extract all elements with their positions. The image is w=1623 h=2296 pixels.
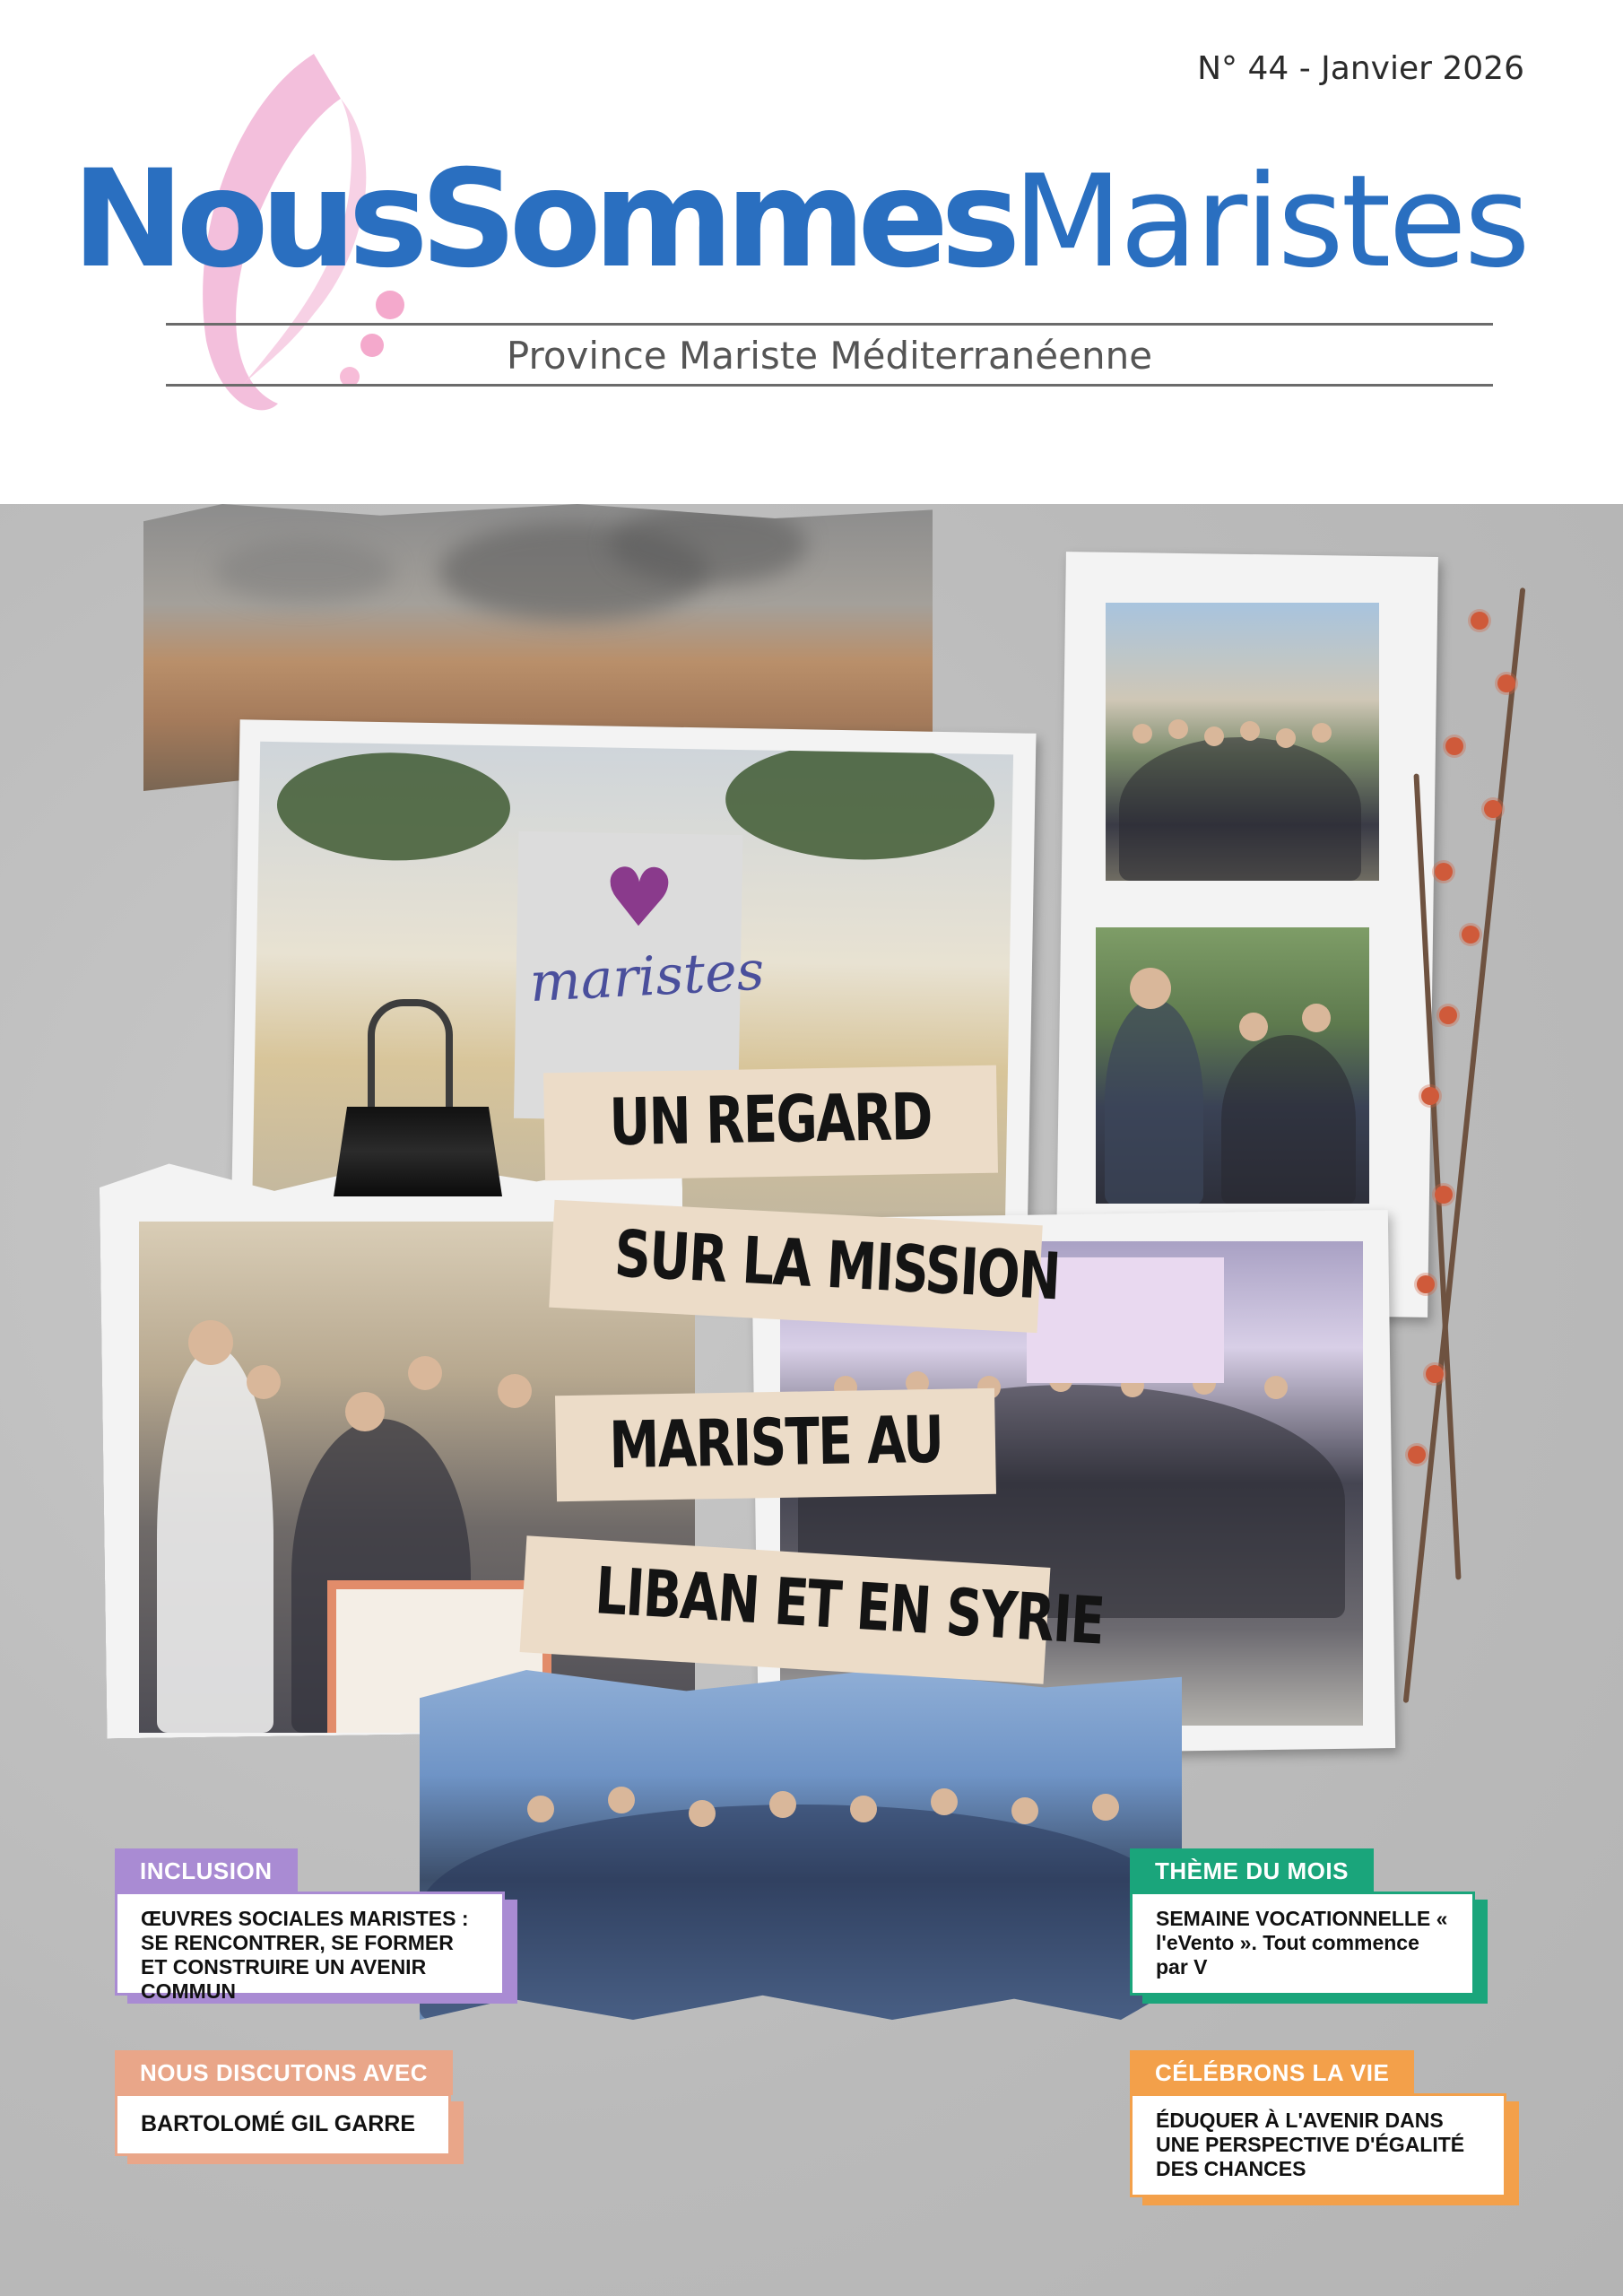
province-subtitle: Province Mariste Méditerranéenne xyxy=(506,334,1153,378)
inclusion-tag: INCLUSION xyxy=(115,1848,298,1893)
school-group-photo xyxy=(420,1670,1182,2020)
marist-heart-icon: ♥ xyxy=(602,850,676,946)
divider-bottom xyxy=(166,384,1493,387)
celebrate-tag: CÉLÉBRONS LA VIE xyxy=(1130,2050,1414,2095)
celebrate-article-link[interactable]: ÉDUQUER À L'AVENIR DANS UNE PERSPECTIVE D'ÉGALITÉ DES CHANCES xyxy=(1130,2093,1506,2197)
theme-tag: THÈME DU MOIS xyxy=(1130,1848,1374,1893)
cover-collage xyxy=(0,504,1623,2296)
headline-line-3: MARISTE AU xyxy=(555,1388,996,1502)
theme-article-link[interactable]: SEMAINE VOCATIONNELLE « l'eVento ». Tout commence par V xyxy=(1130,1892,1475,1996)
children-activity-photo xyxy=(1096,927,1369,1204)
headline-line-1: UN REGARD xyxy=(543,1065,998,1181)
headline-line-4: LIBAN ET EN SYRIE xyxy=(520,1535,1051,1683)
maristes-logo-text: maristes xyxy=(528,939,767,1015)
issue-number: N° 44 - Janvier 2026 xyxy=(1197,50,1524,87)
publication-title xyxy=(72,142,1528,298)
interview-article-link[interactable]: BARTOLOMÉ GIL GARRE xyxy=(115,2093,451,2156)
headline-line-2: SUR LA MISSION xyxy=(549,1200,1043,1333)
interview-tag: NOUS DISCUTONS AVEC xyxy=(115,2050,453,2095)
masthead xyxy=(0,0,1623,504)
divider-top xyxy=(166,323,1493,326)
group-outdoor-photo xyxy=(1106,603,1379,881)
title-bold-part: NousSommes xyxy=(72,142,1013,298)
title-light-part: Maristes xyxy=(1012,148,1528,296)
binder-clip-icon xyxy=(334,1107,502,1196)
inclusion-article-link[interactable]: ŒUVRES SOCIALES MARISTES : SE RENCONTRER, SE FORMER ET CONSTRUIRE UN AVENIR COMMUN xyxy=(115,1892,505,1996)
